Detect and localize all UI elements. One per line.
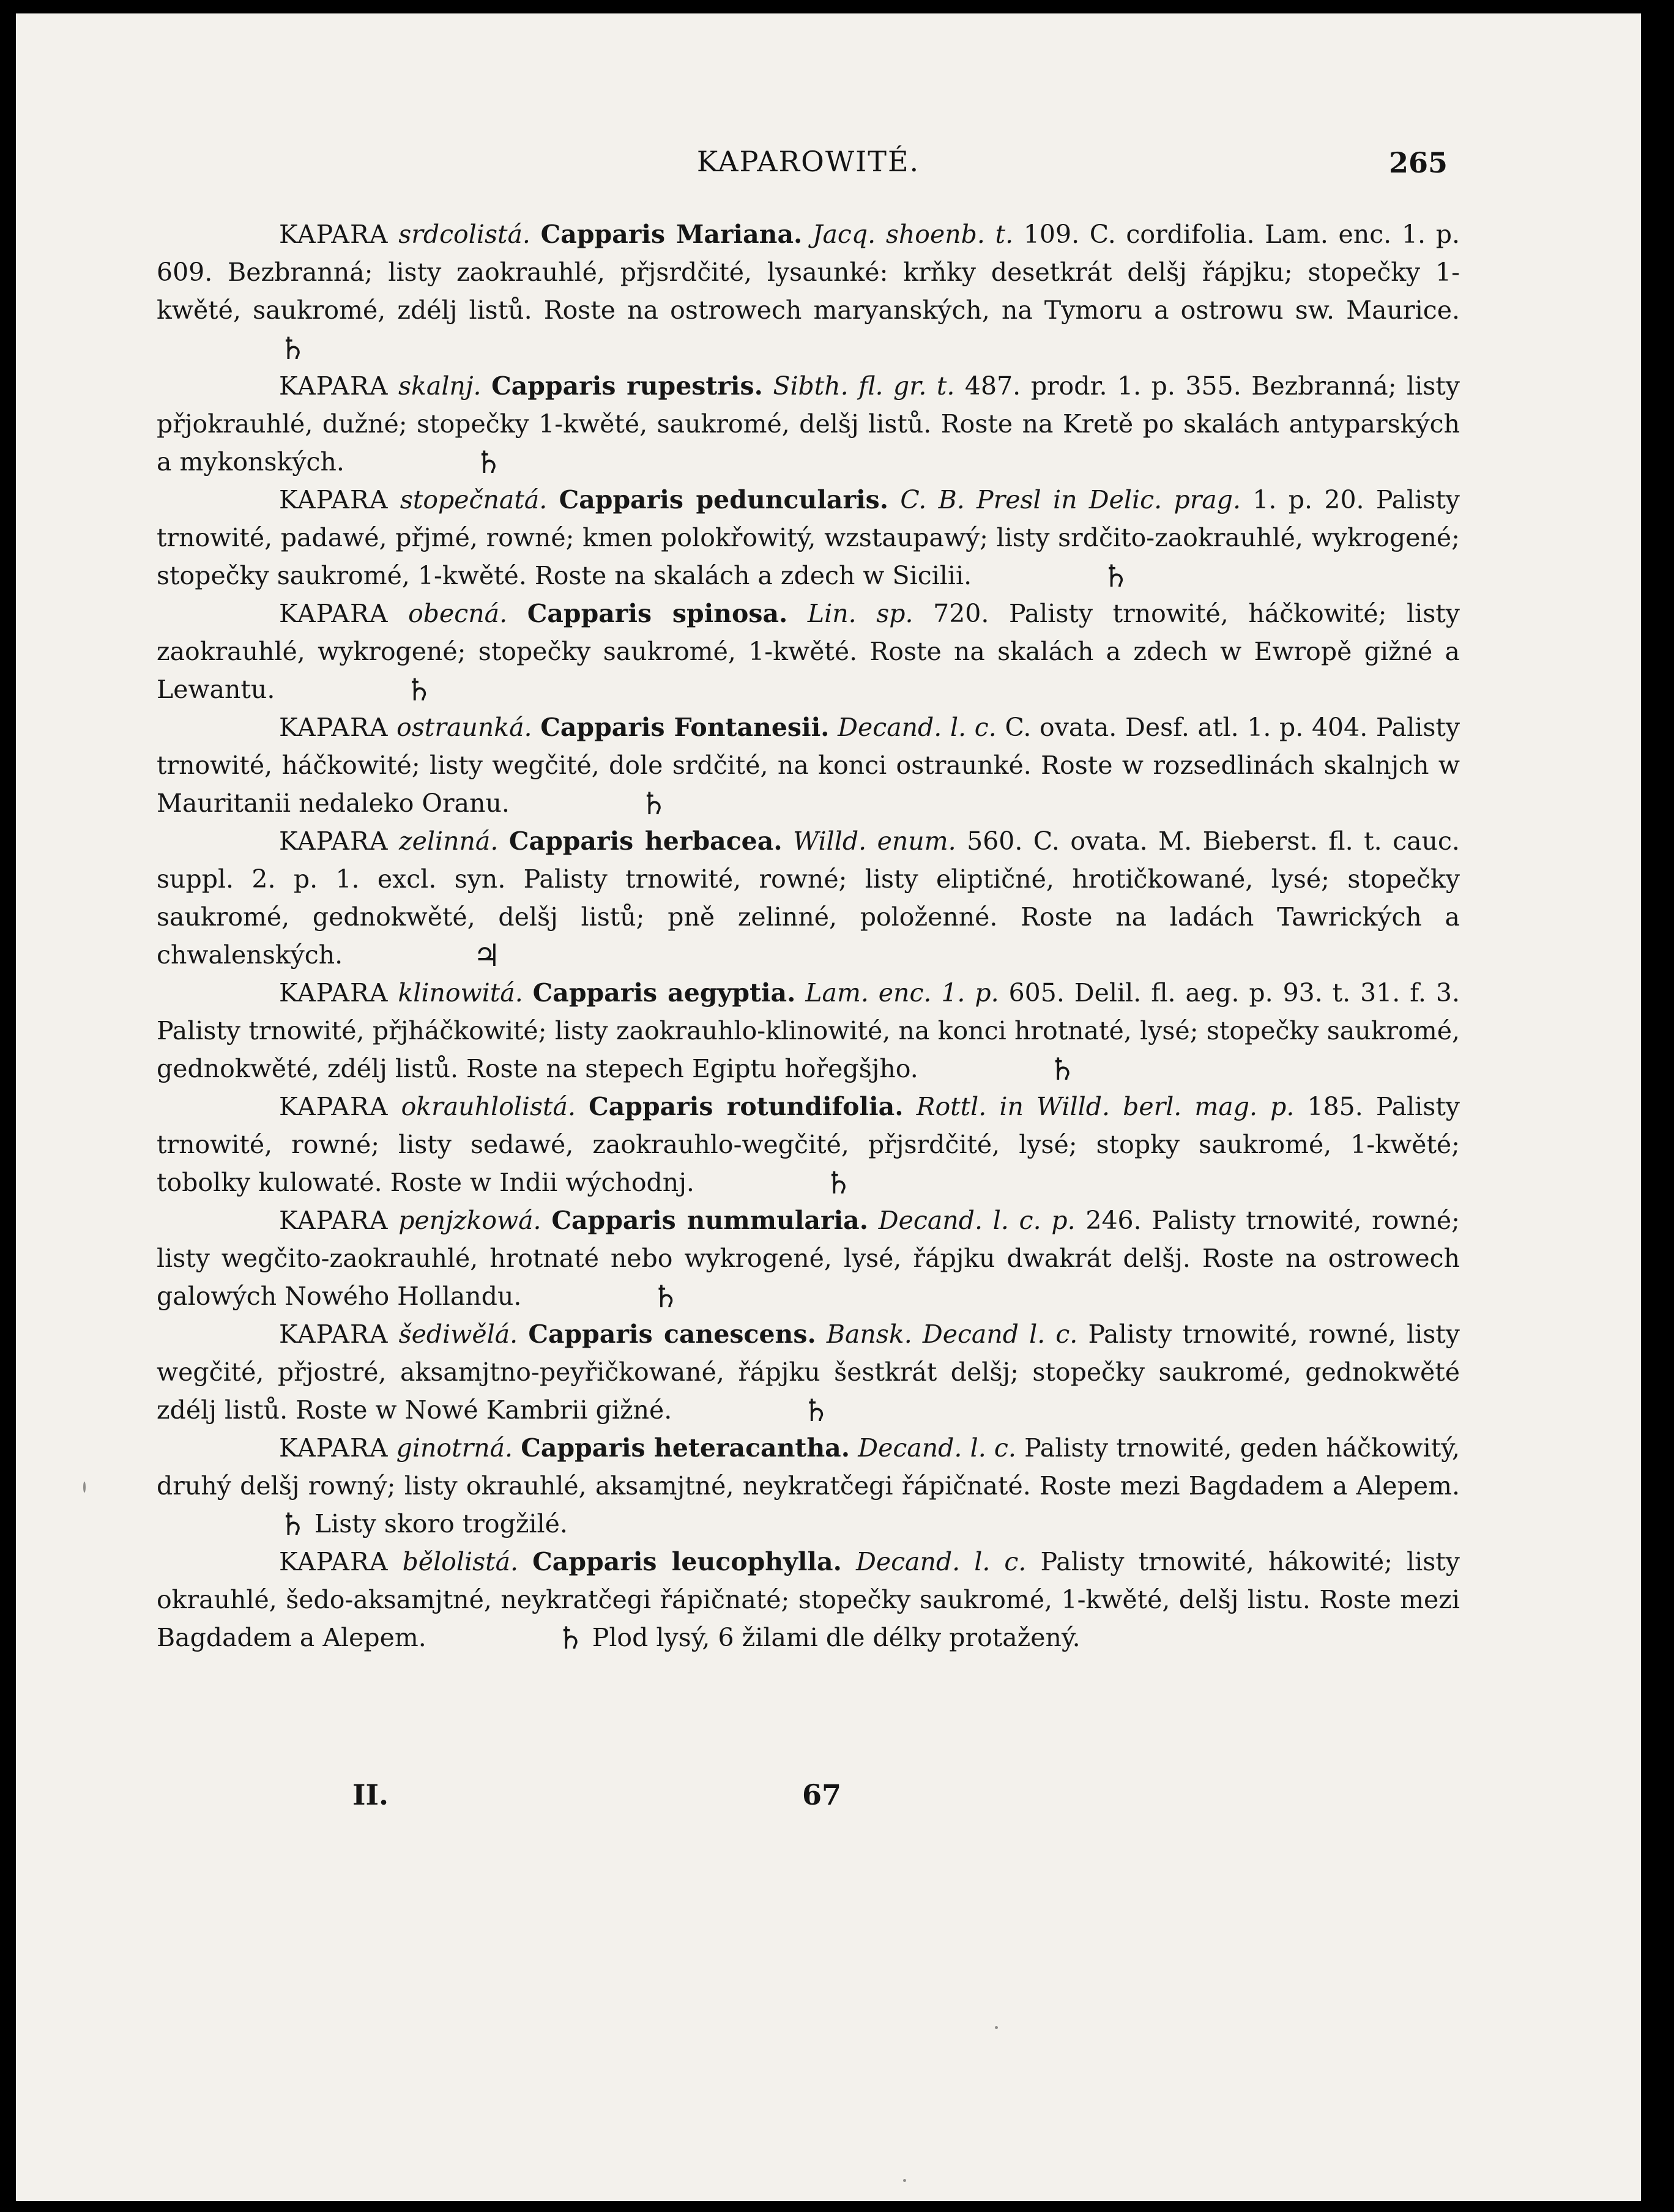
species-entry — [157, 822, 1460, 974]
perennial-symbol-icon: ♃ — [473, 938, 501, 973]
species-description: 1. p. 20. Palisty trnowité, padawé, přjmé, rowné; kmen polokřowitý, wzstaupawý; listy srdčito-zaokrauhlé, wykrogené; stopečky saukromé, 1-kwěté. Roste na skalách a zdech w Sicilii. — [157, 485, 1460, 590]
literature-reference: Lam. enc. 1. p. — [805, 978, 999, 1008]
species-description: 560. C. ovata. M. Bieberst. fl. t. cauc. suppl. 2. p. 1. excl. syn. Palisty trnowité, rowné; listy eliptičné, hrotičkowané, lysé; stopečky saukromé, gednokwěté, delšj listů; pně zelinné, položenné. Roste na ladách Tawrických a chwalenských. — [157, 826, 1460, 970]
shrub-symbol-icon: ♄ — [279, 1507, 307, 1542]
species-description: C. ovata. Desf. atl. 1. p. 404. Palisty trnowité, háčkowité; listy wegčité, dole srdčité, na konci ostraunké. Roste w rozsedlinách skalnjch w Mauritanii nedaleko Oranu. — [157, 713, 1460, 818]
shrub-symbol-icon: ♄ — [1048, 1052, 1076, 1087]
czech-epithet: srdcolistá. — [398, 220, 530, 249]
czech-epithet: obecná. — [408, 599, 508, 628]
species-entries — [157, 215, 1460, 1745]
species-description: 605. Delil. fl. aeg. p. 93. t. 31. f. 3. Palisty trnowité, přjháčkowité; listy zaokrauhlo-klinowité, na konci hrotnaté, lysé; stopečky saukromé, gednokwěté, zdélj listů. Roste na stepech Egiptu hořegšjho. — [157, 978, 1460, 1083]
page-header — [169, 145, 1448, 200]
species-entry — [157, 595, 1460, 708]
genus-name: KAPARA — [279, 371, 389, 401]
literature-reference: Jacq. shoenb. t. — [813, 220, 1014, 249]
book-page — [16, 13, 1641, 2201]
shrub-symbol-icon: ♄ — [824, 1165, 852, 1201]
ink-speck — [83, 1482, 86, 1493]
shrub-symbol-icon: ♄ — [474, 445, 502, 480]
genus-name: KAPARA — [279, 220, 389, 249]
species-description: 246. Palisty trnowité, rowné; listy wegčito-zaokrauhlé, hrotnaté nebo wykrogené, lysé, řápjku dwakrát delšj. Roste na ostrowech galowých Nowého Hollandu. — [157, 1206, 1460, 1311]
species-entry — [157, 367, 1460, 481]
ink-speck — [995, 2026, 998, 2029]
shrub-symbol-icon: ♄ — [405, 672, 433, 708]
species-entry — [157, 1315, 1460, 1429]
species-entry — [157, 1201, 1460, 1315]
species-description: Palisty trnowité, geden háčkowitý, druhý delšj rowný; listy okrauhlé, aksamjtné, neykratčegi řápičnaté. Roste mezi Bagdadem a Alepem. — [157, 1433, 1460, 1501]
species-description: 720. Palisty trnowité, háčkowité; listy zaokrauhlé, wykrogené; stopečky saukromé, 1-kwěté. Roste na skalách a zdech w Ewropě gižné a Lewantu. — [157, 599, 1460, 704]
latin-name: Capparis heteracantha. — [521, 1433, 850, 1463]
genus-name: KAPARA — [279, 978, 389, 1008]
shrub-symbol-icon: ♄ — [802, 1393, 830, 1428]
czech-epithet: zelinná. — [399, 826, 499, 856]
shrub-symbol-icon: ♄ — [556, 1620, 584, 1656]
species-description: 109. C. cordifolia. Lam. enc. 1. p. 609. Bezbranná; listy zaokrauhlé, přjsrdčité, lysaunké: krňky desetkrát delšj řápjku; stopečky 1-kwěté, saukromé, zdélj listů. Roste na ostrowech maryanských, na Tymoru a ostrowu sw. Maurice. — [157, 220, 1460, 325]
literature-reference: Decand. l. c. — [838, 713, 997, 742]
czech-epithet: ostraunká. — [396, 713, 532, 742]
ink-speck — [903, 2179, 906, 2182]
latin-name: Capparis peduncularis. — [559, 485, 889, 514]
shrub-symbol-icon: ♄ — [279, 331, 307, 366]
latin-name: Capparis herbacea. — [508, 826, 783, 856]
literature-reference: Decand. l. c. — [855, 1547, 1027, 1576]
latin-name: Capparis Fontanesii. — [540, 713, 830, 742]
czech-epithet: šediwělá. — [398, 1319, 518, 1349]
literature-reference: Decand. l. c. — [858, 1433, 1016, 1463]
czech-epithet: skalnj. — [398, 371, 482, 401]
running-title: KAPAROWITÉ. — [696, 145, 920, 178]
czech-epithet: okrauhlolistá. — [401, 1092, 576, 1121]
czech-epithet: ginotrná. — [396, 1433, 513, 1463]
genus-name: KAPARA — [279, 485, 389, 514]
species-entry — [157, 215, 1460, 367]
species-description: 185. Palisty trnowité, rowné; listy sedawé, zaokrauhlo-wegčité, přjsrdčité, lysé; stopky saukromé, 1-kwěté; tobolky kulowaté. Roste w Indii wýchodnj. — [157, 1092, 1460, 1197]
literature-reference: Rottl. in Willd. berl. mag. p. — [916, 1092, 1295, 1121]
czech-epithet: stopečnatá. — [400, 485, 548, 514]
species-description: Palisty trnowité, hákowité; listy okrauhlé, šedo-aksamjtné, neykratčegi řápičnaté; stopečky saukromé, 1-kwěté, delšj listu. Roste mezi Bagdadem a Alepem. — [157, 1547, 1460, 1652]
genus-name: KAPARA — [279, 1092, 389, 1121]
shrub-symbol-icon: ♄ — [639, 786, 668, 822]
latin-name: Capparis nummularia. — [551, 1206, 869, 1235]
literature-reference: Lin. sp. — [807, 599, 913, 628]
species-entry — [157, 1543, 1460, 1657]
genus-name: KAPARA — [279, 826, 389, 856]
shrub-symbol-icon: ♄ — [652, 1279, 680, 1315]
latin-name: Capparis canescens. — [528, 1319, 816, 1349]
species-entry — [157, 974, 1460, 1088]
literature-reference: Bansk. Decand l. c. — [826, 1319, 1078, 1349]
literature-reference: Willd. enum. — [793, 826, 956, 856]
species-description: 487. prodr. 1. p. 355. Bezbranná; listy přjokrauhlé, dužné; stopečky 1-kwěté, saukromé, delšj listů. Roste na Kretě po skalách antyparských a mykonských. — [157, 371, 1460, 477]
genus-name: KAPARA — [279, 599, 389, 628]
czech-epithet: penjzkowá. — [398, 1206, 541, 1235]
latin-name: Capparis Mariana. — [540, 220, 803, 249]
literature-reference: C. B. Presl in Delic. prag. — [900, 485, 1241, 514]
species-entry — [157, 481, 1460, 595]
latin-name: Capparis aegyptia. — [532, 978, 796, 1008]
species-note: Plod lysý, 6 žilami dle délky protažený. — [592, 1623, 1081, 1652]
page-number: 265 — [1388, 146, 1448, 179]
species-note: Listy skoro trogžilé. — [314, 1509, 568, 1538]
latin-name: Capparis leucophylla. — [532, 1547, 842, 1576]
page-footer — [352, 1778, 903, 1827]
species-description: Palisty trnowité, rowné, listy wegčité, přjostré, aksamjtno-peyřičkowané, řápjku šestkrát delšj; stopečky saukromé, gednokwěté zdélj listů. Roste w Nowé Kambrii gižné. — [157, 1319, 1460, 1425]
signature-mark: 67 — [802, 1778, 842, 1811]
literature-reference: Decand. l. c. p. — [878, 1206, 1076, 1235]
czech-epithet: klinowitá. — [398, 978, 523, 1008]
species-entry — [157, 1088, 1460, 1201]
species-entry — [157, 1429, 1460, 1543]
species-entry — [157, 708, 1460, 822]
latin-name: Capparis rupestris. — [491, 371, 763, 401]
shrub-symbol-icon: ♄ — [1102, 559, 1130, 594]
genus-name: KAPARA — [279, 1433, 389, 1463]
genus-name: KAPARA — [279, 1206, 389, 1235]
latin-name: Capparis spinosa. — [527, 599, 788, 628]
latin-name: Capparis rotundifolia. — [589, 1092, 904, 1121]
volume-numeral: II. — [352, 1778, 389, 1811]
literature-reference: Sibth. fl. gr. t. — [773, 371, 955, 401]
czech-epithet: bělolistá. — [402, 1547, 519, 1576]
genus-name: KAPARA — [279, 1547, 389, 1576]
genus-name: KAPARA — [279, 1319, 389, 1349]
genus-name: KAPARA — [279, 713, 389, 742]
